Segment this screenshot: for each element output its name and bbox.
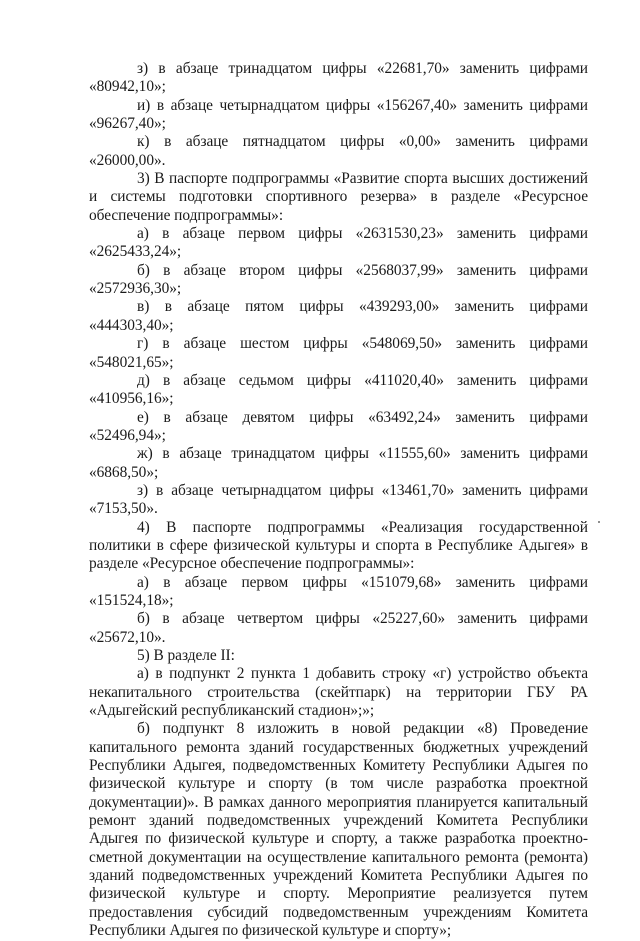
paragraph-4b: б) в абзаце четвертом цифры «25227,60» заменить цифрами «25672,10».	[89, 610, 588, 646]
paragraph-3v: в) в абзаце пятом цифры «439293,00» заменить цифрами «444303,40»;	[89, 298, 588, 334]
paragraph-section-4-intro: 4) В паспорте подпрограммы «Реализация государственной политики в сфере физической культуры и спорта в Республике Адыгея» в разделе «Ресурсное обеспечение подпрограммы»:	[89, 518, 588, 573]
scan-speck	[598, 521, 600, 523]
paragraph-3z: з) в абзаце четырнадцатом цифры «13461,70» заменить цифрами «7153,50».	[89, 481, 588, 518]
paragraph-k-15: к) в абзаце пятнадцатом цифры «0,00» заменить цифрами «26000,00».	[89, 133, 588, 169]
paragraph-3a: а) в абзаце первом цифры «2631530,23» заменить цифрами «2625433,24»;	[89, 225, 588, 261]
paragraph-section-5-intro: 5) В разделе II:	[137, 647, 235, 664]
paragraph-5b: б) подпункт 8 изложить в новой редакции «8) Проведение капитального ремонта зданий государственных бюджетных учреждений Республики Адыгея, подведомственных Комитету Республики Адыгея по физической культуре и спорту (в том числе разработка проектной документации)». В рамках данного мероприятия планируется капитальный ремонт зданий подведомственных учреждений Комитета Республики Адыгея по физической культуре и спорту, а также разработка проектно-сметной документации на осуществление капитального ремонта (ремонта) зданий подведомственных учреждений Комитета Республики Адыгея по физической культуре и спорту. Мероприятие реализуется путем предоставления субсидий подведомственным учреждениям Комитета Республики Адыгея по физической культуре и спорту»;	[89, 720, 588, 940]
paragraph-section-3-intro: 3) В паспорте подпрограммы «Развитие спорта высших достижений и системы подготовки спортивного резерва» в разделе «Ресурсное обеспечение подпрограммы»:	[89, 170, 588, 224]
paragraph-5a: а) в подпункт 2 пункта 1 добавить строку «г) устройство объекта некапитального строительства (скейтпарк) на территории ГБУ РА «Адыгейский республиканский стадион»;»;	[89, 665, 588, 720]
paragraph-4a: а) в абзаце первом цифры «151079,68» заменить цифрами «151524,18»;	[89, 573, 588, 609]
paragraph-3e: е) в абзаце девятом цифры «63492,24» заменить цифрами «52496,94»;	[89, 408, 588, 444]
paragraph-3zh: ж) в абзаце тринадцатом цифры «11555,60» заменить цифрами «6868,50»;	[89, 445, 588, 481]
paragraph-3b: б) в абзаце втором цифры «2568037,99» заменить цифрами «2572936,30»;	[89, 261, 588, 298]
paragraph-3d: д) в абзаце седьмом цифры «411020,40» заменить цифрами «410956,16»;	[89, 371, 588, 408]
paragraph-3g: г) в абзаце шестом цифры «548069,50» заменить цифрами «548021,65»;	[89, 335, 588, 371]
paragraph-i-14: и) в абзаце четырнадцатом цифры «156267,40» заменить цифрами «96267,40»;	[89, 96, 588, 133]
paragraph-z-13: з) в абзаце тринадцатом цифры «22681,70» заменить цифрами «80942,10»;	[89, 60, 588, 96]
